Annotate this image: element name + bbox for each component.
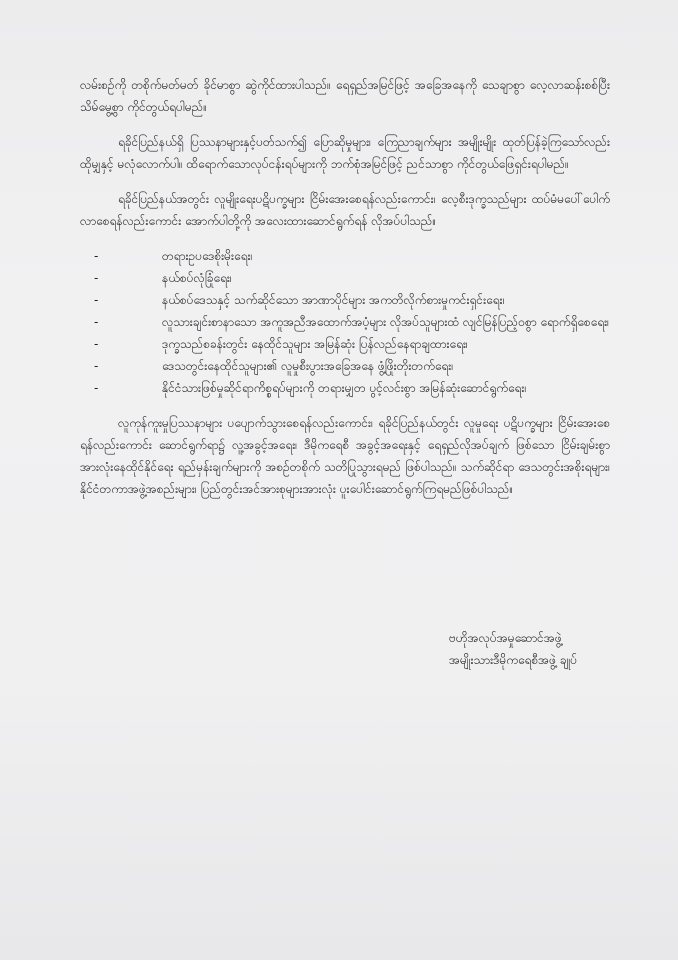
list-item-text: နိုင်ငံသားဖြစ်မှုဆိုင်ရာကိစ္စရပ်များကို တရားမျှတ ပွင့်လင်းစွာ အမြန်ဆုံးဆောင်ရွက်ရေး၊ [162, 381, 527, 395]
list-item-text: ဒုက္ခသည်စခန်းတွင်း နေထိုင်သူများ အမြန်ဆုံး ပြန်လည်နေရာချထားရေး၊ [162, 337, 468, 351]
list-item [80, 311, 610, 333]
paragraph-2: ရခိုင်ပြည်နယ်ရှိ ပြဿနာများနှင့်ပတ်သက်၍ ပြောဆိုမှုများ၊ ကြေညာချက်များ အမျိုးမျိုး ထုတ်ပြန်ခဲ့ကြသော်လည်း ထိုမျှနှင့် မလုံလောက်ပါ။ ထိရောက်သောလုပ်ငန်းရပ်များကို ဘက်စုံအမြင်ဖြင့် ညင်သာစွာ ကိုင်တွယ်ဖြေရှင်းရပါမည်။ [80, 135, 610, 171]
list-item-text: တရားဥပဒေစိုးမိုးရေး၊ [162, 249, 253, 263]
list-item [80, 377, 610, 399]
list-item [80, 267, 610, 289]
signature-line-2: အမျိုးသားဒီမိုကရေစီအဖွဲ့ ချုပ် [449, 653, 578, 667]
closing-paragraph: လူကုန်ကူးမှုပြဿနာများ ပပျောက်သွားစေရန်လည်းကောင်း၊ ရခိုင်ပြည်နယ်တွင်း လူမှုရေး ပဋိပက္ခများ ငြိမ်းအေးစေရန်လည်းကောင်း ဆောင်ရွက်ရာ၌ လူ့အခွင့်အရေး၊ ဒီမိုကရေစီ အခွင့်အရေးနှင့် ရေရှည်လိုအပ်ချက် ဖြစ်သော ငြိမ်းချမ်းစွာ အားလုံးနေထိုင်နိုင်ရေး ရည်မှန်းချက်များကို အစဉ်တစိုက် သတိပြုသွားရမည် ဖြစ်ပါသည်။ သက်ဆိုင်ရာ ဒေသတွင်းအစိုးရများ၊ နိုင်ငံတကာအဖွဲ့အစည်းများ၊ ပြည်တွင်းအင်အားစုများအားလုံး ပူးပေါင်းဆောင်ရွက်ကြရမည်ဖြစ်ပါသည်။ [80, 416, 610, 496]
list-item-text: နယ်စပ်လုံခြုံရေး၊ [162, 271, 232, 285]
bullet-dash: - [94, 249, 99, 263]
list-item-text: ဒေသတွင်းနေထိုင်သူများ၏ လူမှုစီးပွားအခြေအနေ ဖွံ့ဖြိုးတိုးတက်ရေး၊ [162, 359, 454, 373]
list-item-text: နယ်စပ်ဒေသနှင့် သက်ဆိုင်သော အာဏာပိုင်များ အကတိလိုက်စားမှုကင်းရှင်းရေး၊ [162, 293, 505, 307]
list-item [80, 355, 610, 377]
bullet-list [80, 245, 610, 399]
list-item-text: လူသားချင်းစာနာသော အကူအညီအထောက်အပံ့များ လိုအပ်သူများထံ လျင်မြန်ပြည့်ဝစွာ ရောက်ရှိစေရေး၊ [162, 315, 610, 329]
bullet-dash: - [94, 293, 99, 307]
paragraph-1: လမ်းစဉ်ကို တစိုက်မတ်မတ် ခိုင်မာစွာ ဆွဲကိုင်ထားပါသည်။ ရေရှည်အမြင်ဖြင့် အခြေအနေကို သေချာစွာ လေ့လာဆန်းစစ်ပြီး သိမ်မွေ့စွာ ကိုင်တွယ်ရပါမည်။ [80, 78, 610, 114]
signature-line-1: ဗဟိုအလုပ်အမှုဆောင်အဖွဲ့ [449, 631, 562, 645]
list-item [80, 333, 610, 355]
signature-block [449, 627, 577, 671]
bullet-dash: - [94, 359, 99, 373]
bullet-dash: - [94, 315, 99, 329]
paragraph-3: ရခိုင်ပြည်နယ်အတွင်း လူမျိုးရေးပဋိပက္ခများ ငြိမ်းအေးစေရန်လည်းကောင်း၊ လေ့စီးဒုက္ခသည်များ ထပ်မံမပေါ်ပေါက်လာစေရန်လည်းကောင်း အောက်ပါတို့ကို အလေးထားဆောင်ရွက်ရန် လိုအပ်ပါသည်။ [80, 192, 610, 228]
list-item [80, 245, 610, 267]
bullet-dash: - [94, 381, 99, 395]
bullet-dash: - [94, 337, 99, 351]
list-item [80, 289, 610, 311]
bullet-dash: - [94, 271, 99, 285]
document-body [80, 74, 610, 513]
